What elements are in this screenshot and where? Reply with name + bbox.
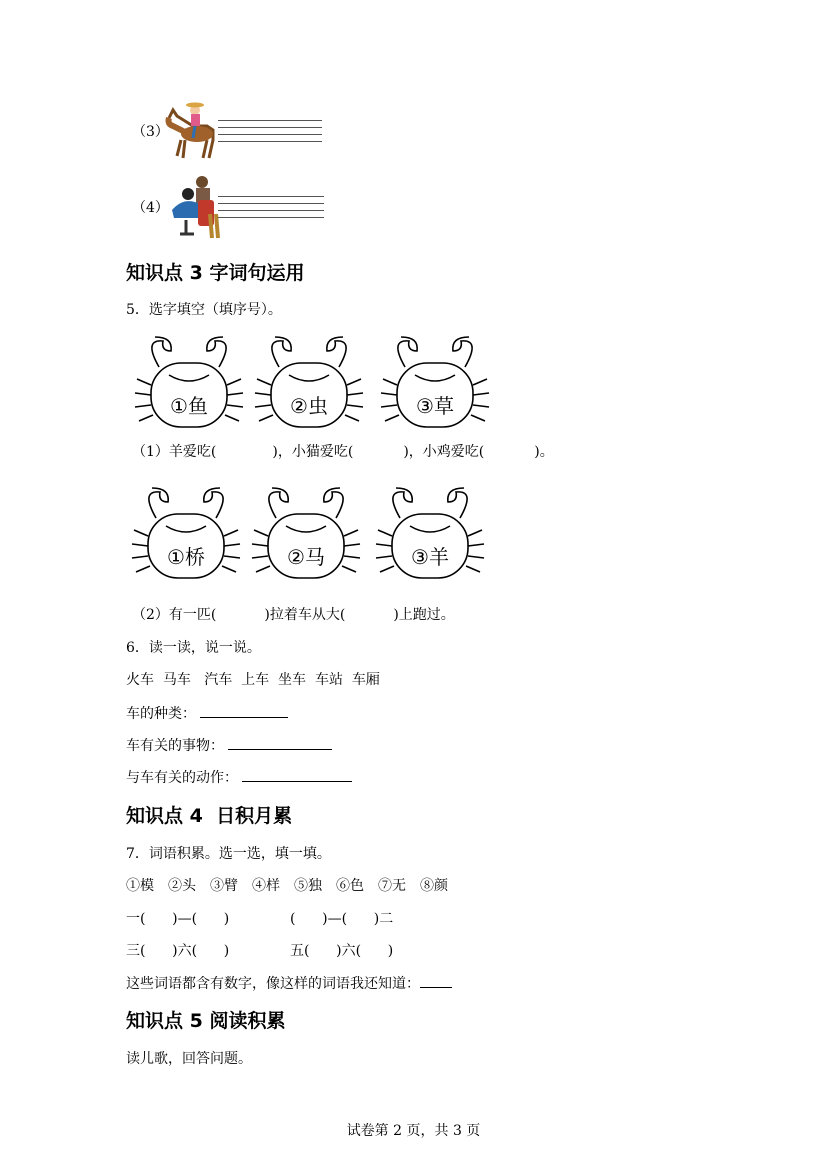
item-3-label: （3） — [132, 124, 169, 140]
question-5-sentence-2 — [132, 605, 455, 625]
crab-stroke — [376, 530, 394, 572]
crab-label: ②马 — [287, 545, 325, 569]
question-5-prompt: 5．选字填空（填序号）。 — [126, 302, 282, 318]
q6-line-1 — [126, 703, 288, 724]
crab-stroke — [269, 488, 288, 518]
page-footer — [0, 1121, 827, 1141]
crab-stroke — [410, 526, 450, 532]
footer-text: 试卷第 2 页，共 3 页 — [346, 1123, 481, 1139]
q6-line-3-blank[interactable] — [242, 767, 352, 782]
crab-stroke — [381, 379, 399, 421]
crab-stroke — [324, 488, 343, 518]
q7-row-2-right[interactable]: 五( )六( ) — [290, 943, 394, 959]
crab-stroke — [152, 337, 171, 367]
option-7: ⑦无 — [378, 878, 406, 894]
option-4: ④样 — [252, 878, 280, 894]
crab-stroke — [471, 379, 489, 421]
crab-stroke — [415, 375, 455, 381]
crab-row2-3 — [376, 488, 484, 578]
sentence-1-part-1: （1）羊爱吃( — [132, 444, 217, 460]
option-1: ①模 — [126, 878, 154, 894]
crab-stroke — [272, 337, 291, 367]
crab-label: ③羊 — [411, 545, 449, 569]
option-2: ②头 — [168, 878, 196, 894]
section-4-title: 知识点 4 日积月累 — [126, 805, 293, 827]
question-6-words: 火车 马车 汽车 上车 坐车 车站 车厢 — [126, 672, 380, 688]
question-7-options — [126, 876, 462, 896]
crab-stroke — [255, 379, 273, 421]
q6-line-1-blank[interactable] — [200, 703, 288, 718]
q6-line-2 — [126, 735, 332, 756]
crab-stroke — [166, 526, 206, 532]
haircut-illustration — [166, 174, 222, 240]
answer-lines-3[interactable] — [218, 114, 322, 142]
q6-line-2-blank[interactable] — [228, 735, 332, 750]
crab-stroke — [222, 530, 240, 572]
crab-label: ①桥 — [167, 545, 205, 569]
sentence-2-part-1: （2）有一匹( — [132, 607, 217, 623]
crab-stroke — [327, 337, 346, 367]
q6-line-1-label: 车的种类： — [126, 706, 196, 722]
option-6: ⑥色 — [336, 878, 364, 894]
question-6-prompt: 6．读一读，说一说。 — [126, 640, 261, 656]
crab-stroke — [135, 379, 153, 421]
crab-stroke — [149, 488, 168, 518]
crab-label: ③草 — [416, 394, 454, 418]
crab-stroke — [393, 488, 412, 518]
sentence-1-part-3: )，小鸡爱吃( — [403, 444, 485, 460]
crab-stroke — [453, 337, 472, 367]
crab-stroke — [132, 530, 150, 572]
crab-stroke — [289, 375, 329, 381]
sentence-1-part-4: )。 — [534, 444, 554, 460]
item-4-label: （4） — [132, 200, 169, 216]
crab-row1-2 — [255, 337, 363, 427]
crab-label: ②虫 — [290, 394, 328, 418]
crab-stroke — [286, 526, 326, 532]
sentence-2-part-2: )拉着车从大( — [264, 607, 346, 623]
crab-row2-1 — [132, 488, 240, 578]
section-3-title: 知识点 3 字词句运用 — [126, 262, 305, 284]
option-3: ③臂 — [210, 878, 238, 894]
crab-label: ①鱼 — [170, 394, 208, 418]
section-5-title: 知识点 5 阅读积累 — [126, 1010, 286, 1032]
crab-row-1 — [135, 333, 515, 437]
option-5: ⑤独 — [294, 878, 322, 894]
crab-row1-1 — [135, 337, 243, 427]
reading-prompt: 读儿歌，回答问题。 — [126, 1051, 252, 1067]
crab-stroke — [448, 488, 467, 518]
q6-line-3 — [126, 767, 352, 788]
crab-stroke — [252, 530, 270, 572]
crab-stroke — [466, 530, 484, 572]
sentence-1-part-2: )，小猫爱吃( — [272, 444, 354, 460]
crab-stroke — [342, 530, 360, 572]
question-7-prompt: 7．词语积累。选一选，填一填。 — [126, 846, 331, 862]
q7-more — [126, 973, 452, 994]
answer-lines-4[interactable] — [218, 190, 324, 218]
crab-stroke — [398, 337, 417, 367]
crab-row-2 — [124, 484, 504, 594]
q7-row-1-left[interactable]: 一( )—( ) — [126, 911, 230, 927]
q6-line-2-label: 车有关的事物： — [126, 738, 224, 754]
crab-stroke — [169, 375, 209, 381]
horse-rider-illustration — [163, 100, 219, 162]
q7-more-blank[interactable] — [420, 973, 452, 988]
q7-row-2-left[interactable]: 三( )六( ) — [126, 943, 230, 959]
crab-stroke — [345, 379, 363, 421]
crab-row2-2 — [252, 488, 360, 578]
q6-line-3-label: 与车有关的动作： — [126, 770, 238, 786]
crab-stroke — [225, 379, 243, 421]
q7-row-1-right[interactable]: ( )—( )二 — [290, 911, 394, 927]
question-5-sentence-1 — [132, 442, 554, 462]
sentence-2-part-3: )上跑过。 — [393, 607, 455, 623]
crab-row1-3 — [381, 337, 489, 427]
q7-more-label: 这些词语都含有数字，像这样的词语我还知道： — [126, 976, 420, 992]
crab-stroke — [204, 488, 223, 518]
option-8: ⑧颜 — [420, 878, 448, 894]
crab-stroke — [207, 337, 226, 367]
